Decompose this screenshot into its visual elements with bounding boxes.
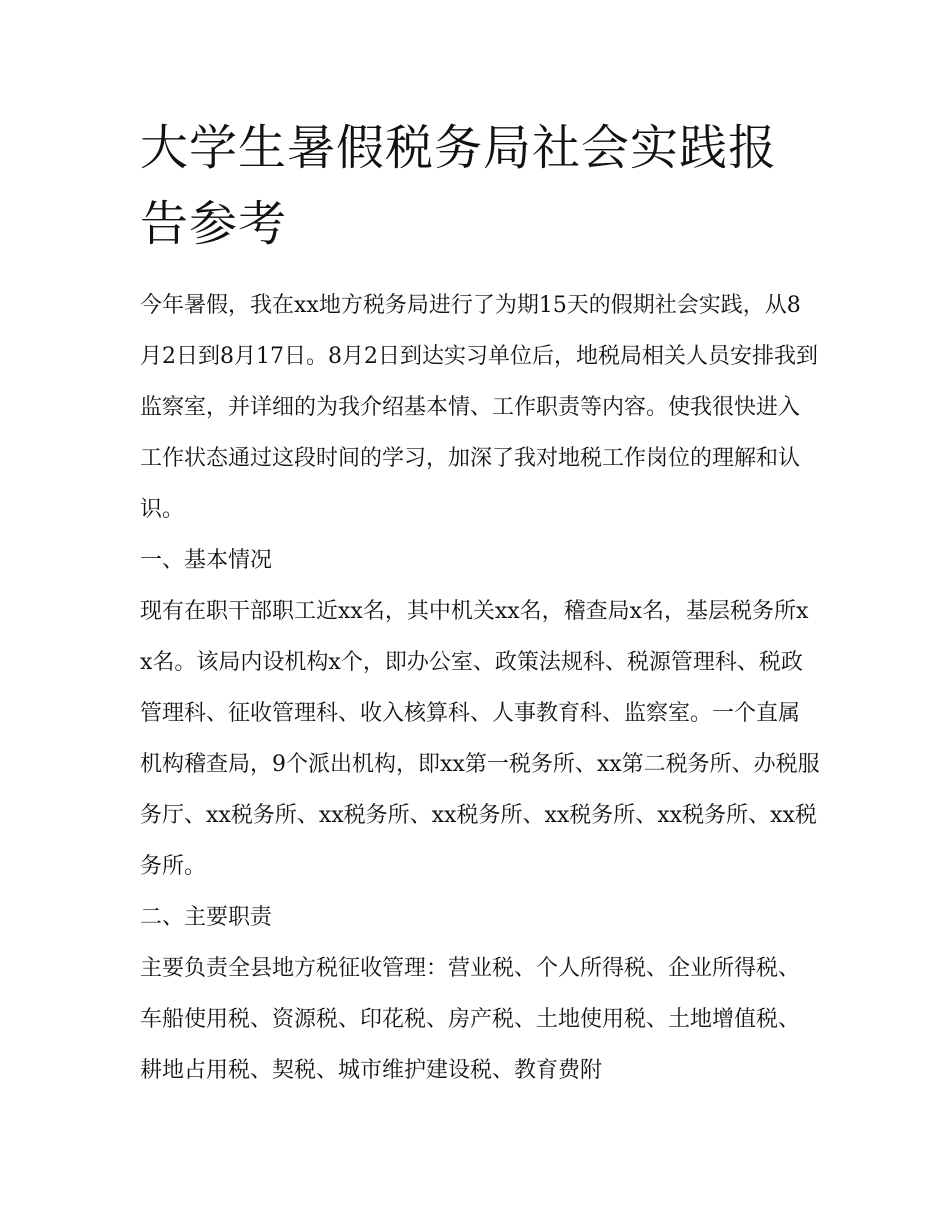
main-duties-paragraph: 主要负责全县地方税征收管理：营业税、个人所得税、企业所得税、车船使用税、资源税、印花税、房产税、土地使用税、土地增值税、耕地占用税、契税、城市维护建设税、教育费附 [140,956,801,1083]
section-heading-basic-situation: 一、基本情况 [140,548,273,573]
section-heading-main-duties: 二、主要职责 [140,905,273,930]
document-page [140,110,820,1096]
basic-situation-paragraph: 现有在职干部职工近xx名，其中机关xx名，稽查局x名，基层税务所xx名。该局内设机构x个，即办公室、政策法规科、税源管理科、税政管理科、征收管理科、收入核算科、人事教育科、监察室。一个直属机构稽查局，9个派出机构，即xx第一税务所、xx第二税务所、办税服务厅、xx税务所、xx税务所、xx税务所、xx税务所、xx税务所、xx税务所。 [140,599,820,879]
document-title: 大学生暑假税务局社会实践报告参考 [140,120,778,252]
intro-paragraph: 今年暑假，我在xx地方税务局进行了为期15天的假期社会实践，从8月2日到8月17日。8月2日到达实习单位后，地税局相关人员安排我到监察室，并详细的为我介绍基本情、工作职责等内容。使我很快进入工作状态通过这段时间的学习，加深了我对地税工作岗位的理解和认识。 [140,293,818,522]
